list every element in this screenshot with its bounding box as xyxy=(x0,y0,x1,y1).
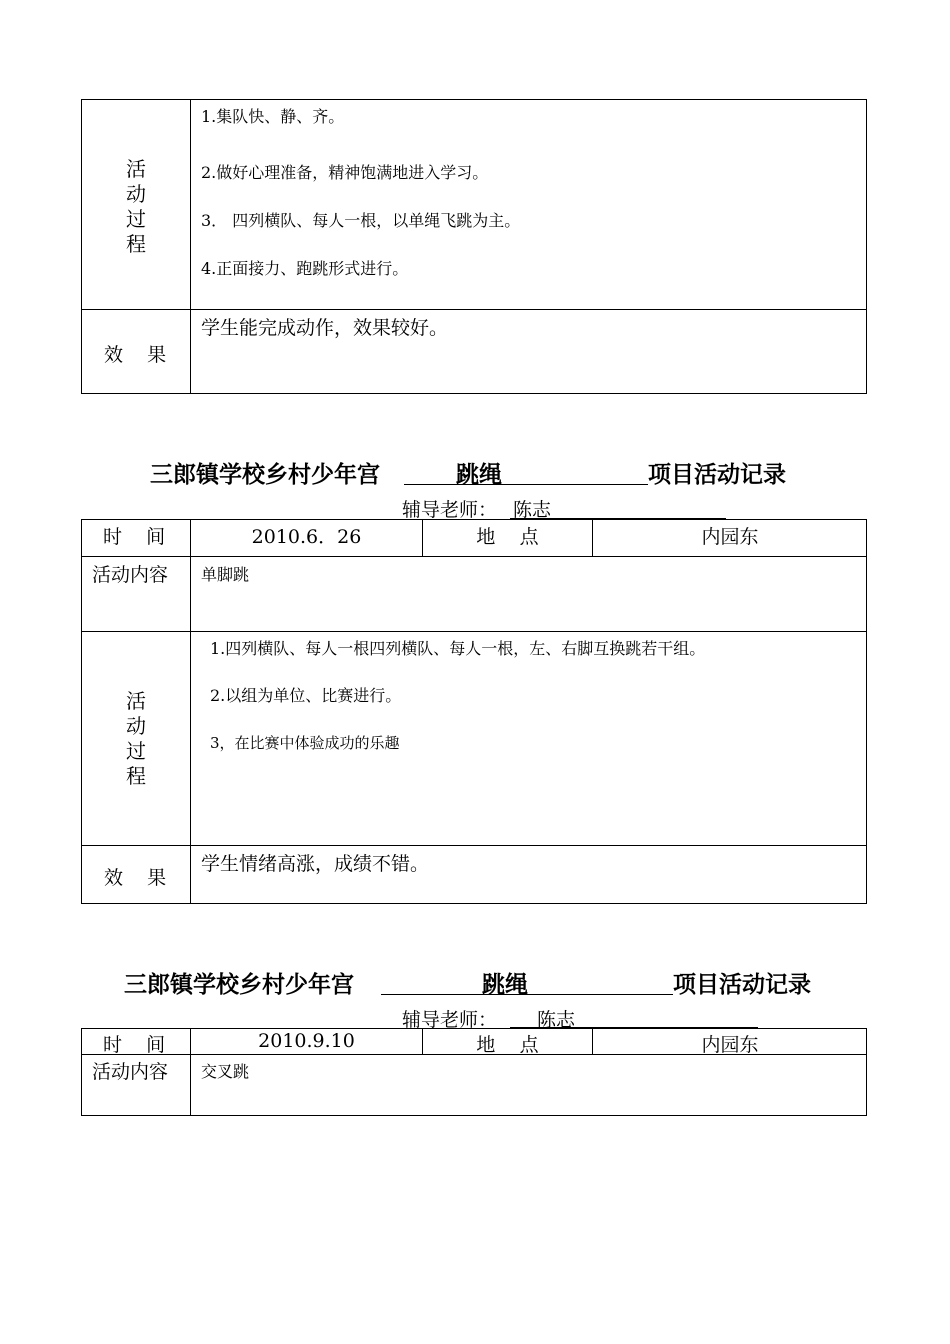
record2-time-label: 时 间 xyxy=(103,526,166,548)
record2-table xyxy=(81,519,867,904)
record2-step-3: 3，在比赛中体验成功的乐趣 xyxy=(210,734,400,752)
record3-content-label: 活动内容 xyxy=(92,1061,169,1083)
record1-process-label: 活 动 过 程 xyxy=(126,157,146,256)
record2-title-suffix: 项目活动记录 xyxy=(648,462,786,488)
record1-effect-label: 效 果 xyxy=(104,344,167,366)
record3-time-label: 时 间 xyxy=(103,1034,166,1056)
record2-teacher-name: 陈志 xyxy=(513,499,552,521)
record1-step-2: 2.做好心理准备，精神饱满地进入学习。 xyxy=(201,163,489,182)
record2-place-label: 地 点 xyxy=(476,526,539,548)
record3-content: 交叉跳 xyxy=(201,1062,250,1081)
record3-date: 2010.9.10 xyxy=(258,1030,355,1052)
record2-row-divider-2 xyxy=(81,631,867,632)
record2-row-divider-3 xyxy=(81,845,867,846)
record2-row-divider-1 xyxy=(81,556,867,557)
record1-row-divider xyxy=(81,309,867,310)
record2-content-label: 活动内容 xyxy=(92,564,169,586)
record2-step-1: 1.四列横队、每人一根四列横队、每人一根，左、右脚互换跳若干组。 xyxy=(210,639,706,658)
record3-title-suffix: 项目活动记录 xyxy=(673,972,811,998)
record2-teacher-label: 辅导老师： xyxy=(402,499,498,521)
record1-effect-text: 学生能完成动作，效果较好。 xyxy=(201,317,449,339)
record3-place-label: 地 点 xyxy=(476,1034,539,1056)
record1-step-4: 4.正面接力、跑跳形式进行。 xyxy=(201,259,409,278)
record2-process-label: 活 动 过 程 xyxy=(126,689,146,788)
record2-project: 跳绳 xyxy=(456,462,502,488)
record2-effect-label: 效 果 xyxy=(104,867,167,889)
record1-step-1: 1.集队快、静、齐。 xyxy=(201,107,345,126)
record1-table xyxy=(81,99,867,394)
record3-project: 跳绳 xyxy=(482,972,528,998)
record2-effect-text: 学生情绪高涨，成绩不错。 xyxy=(201,853,430,875)
record1-step-3: 3． 四列横队、每人一根，以单绳飞跳为主。 xyxy=(201,211,521,230)
record2-content: 单脚跳 xyxy=(201,565,250,584)
record3-title: 三郎镇学校乡村少年宫 xyxy=(124,972,354,998)
record3-place: 内园东 xyxy=(701,1034,759,1056)
record3-project-underline xyxy=(381,994,673,995)
record1-col-divider xyxy=(190,99,191,394)
record2-title: 三郎镇学校乡村少年宫 xyxy=(150,462,380,488)
record2-step-2: 2.以组为单位、比赛进行。 xyxy=(210,686,402,705)
record3-teacher-name: 陈志 xyxy=(537,1009,576,1031)
record2-col-divider xyxy=(190,519,191,904)
record2-project-underline xyxy=(404,484,648,485)
record3-teacher-label: 辅导老师： xyxy=(402,1009,498,1031)
record2-place: 内园东 xyxy=(701,526,759,548)
record2-date: 2010.6．26 xyxy=(251,526,362,548)
